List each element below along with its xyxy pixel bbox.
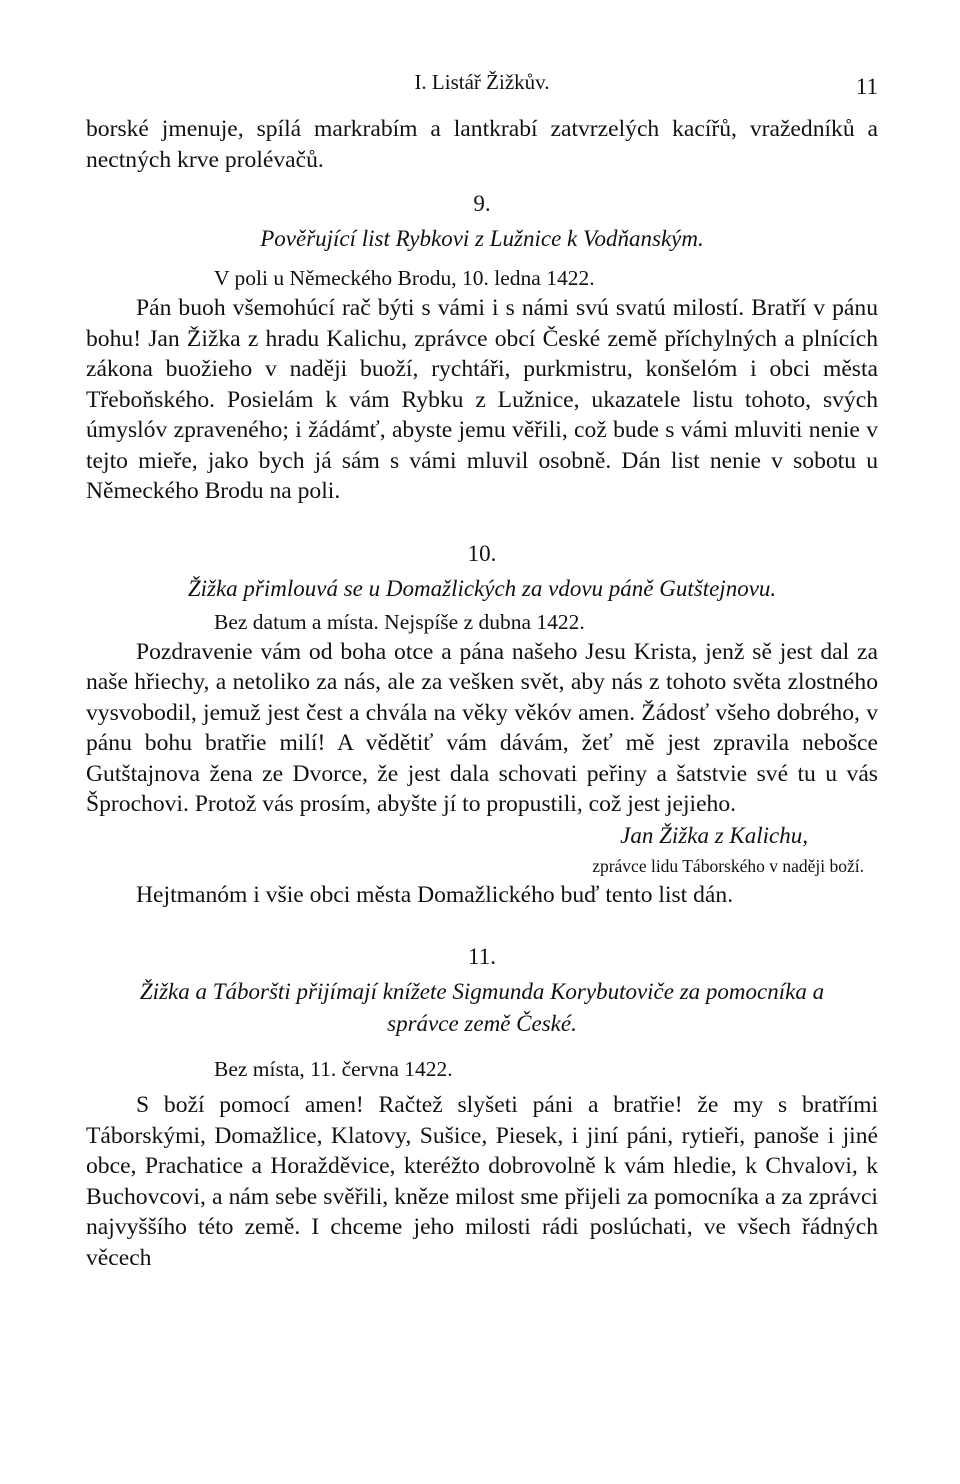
intro-paragraph: borské jmenuje, spílá markrabím a lantkrabí zatvrzelých kacířů, vražedníků a nectných krve prolévačů. <box>86 116 878 173</box>
document-10-signature-title: zprávce lidu Táborského v naději boží. <box>592 855 864 876</box>
running-title: I. Listář Žižkův. <box>414 70 550 94</box>
document-11-title: Žižka a Táboršti přijímají knížete Sigmunda Korybutoviče za pomocníka a správce země České. <box>139 979 825 1036</box>
document-9-body: Pán buoh všemohúcí rač býti s vámi i s námi svú svatú milostí. Bratří v pánu bohu! Jan Žižka z hradu Kalichu, zprávce obcí České země příchylných a plnících zákona buožieho v naději buoží, rychtáři, purkmistru, konšelóm i obci města Třeboňského. Posielám k vám Rybku z Lužnice, ukazatele listu tohoto, svých úmyslóv zpraveného; i žádámť, abyste jemu věřili, což bude s vámi mluviti nenie v tejto mieře, jako bych já sám s vámi mluvil osobně. Dán list nenie v sobotu u Německého Brodu na poli. <box>86 295 878 504</box>
book-page <box>86 70 878 1273</box>
document-10-title: Žižka přimlouvá se u Domažlických za vdovu páně Gutštejnovu. <box>187 575 777 601</box>
document-10-place-date: Bez datum a místa. Nejspíše z dubna 1422. <box>214 609 585 634</box>
page-number: 11 <box>855 74 878 99</box>
document-10-body: Pozdravenie vám od boha otce a pána našeho Jesu Krista, jenž sě jest dal za naše hřiechy, a netoliko za nás, ale za vešken svět, aby nás z tohoto světa zlostného vysvobodil, jemuž jest čest a chvála na věky věkóv amen. Žádosť všeho dobrého, v pánu bohu bratřie milí! A vědětiť vám dávám, žeť mě jest zpravila nebošce Gutštajnova žena ze Dvorce, že jest dala schovati peřiny a šatstvie své tu u vás Šprochovi. Protož vás prosím, abyšte jí to propustili, což jest jejieho. <box>86 638 878 817</box>
document-9-place-date: V poli u Německého Brodu, 10. ledna 1422. <box>214 266 595 290</box>
document-10-signature-name: Jan Žižka z Kalichu, <box>620 822 808 848</box>
document-9-title: Pověřující list Rybkovi z Lužnice k Vodňanským. <box>260 226 704 251</box>
page-header <box>86 70 878 104</box>
document-11-place-date: Bez místa, 11. června 1422. <box>214 1057 453 1081</box>
document-11-body: S boží pomocí amen! Račtež slyšeti páni a bratřie! že my s bratřími Táborskými, Domažlice, Klatovy, Sušice, Piesek, i jiní páni, rytieři, panoše i jiné obce, Prachatice a Horažděvice, kteréžto dobrovolně k vám hledie, k Chvalovi, k Buchovcovi, a nám sebe svěřili, kněze milost sme přijeli za pomocníka a za zprávci najvyššího této země. I chceme jeho milosti rádi poslúchati, ve všech řádných věcech <box>86 1092 878 1271</box>
document-9-number: 9. <box>473 191 491 216</box>
document-10-address: Hejtmanóm i všie obci města Domažlického buď tento list dán. <box>136 881 734 908</box>
document-10-number: 10. <box>467 540 497 566</box>
document-11-number: 11. <box>468 944 496 969</box>
